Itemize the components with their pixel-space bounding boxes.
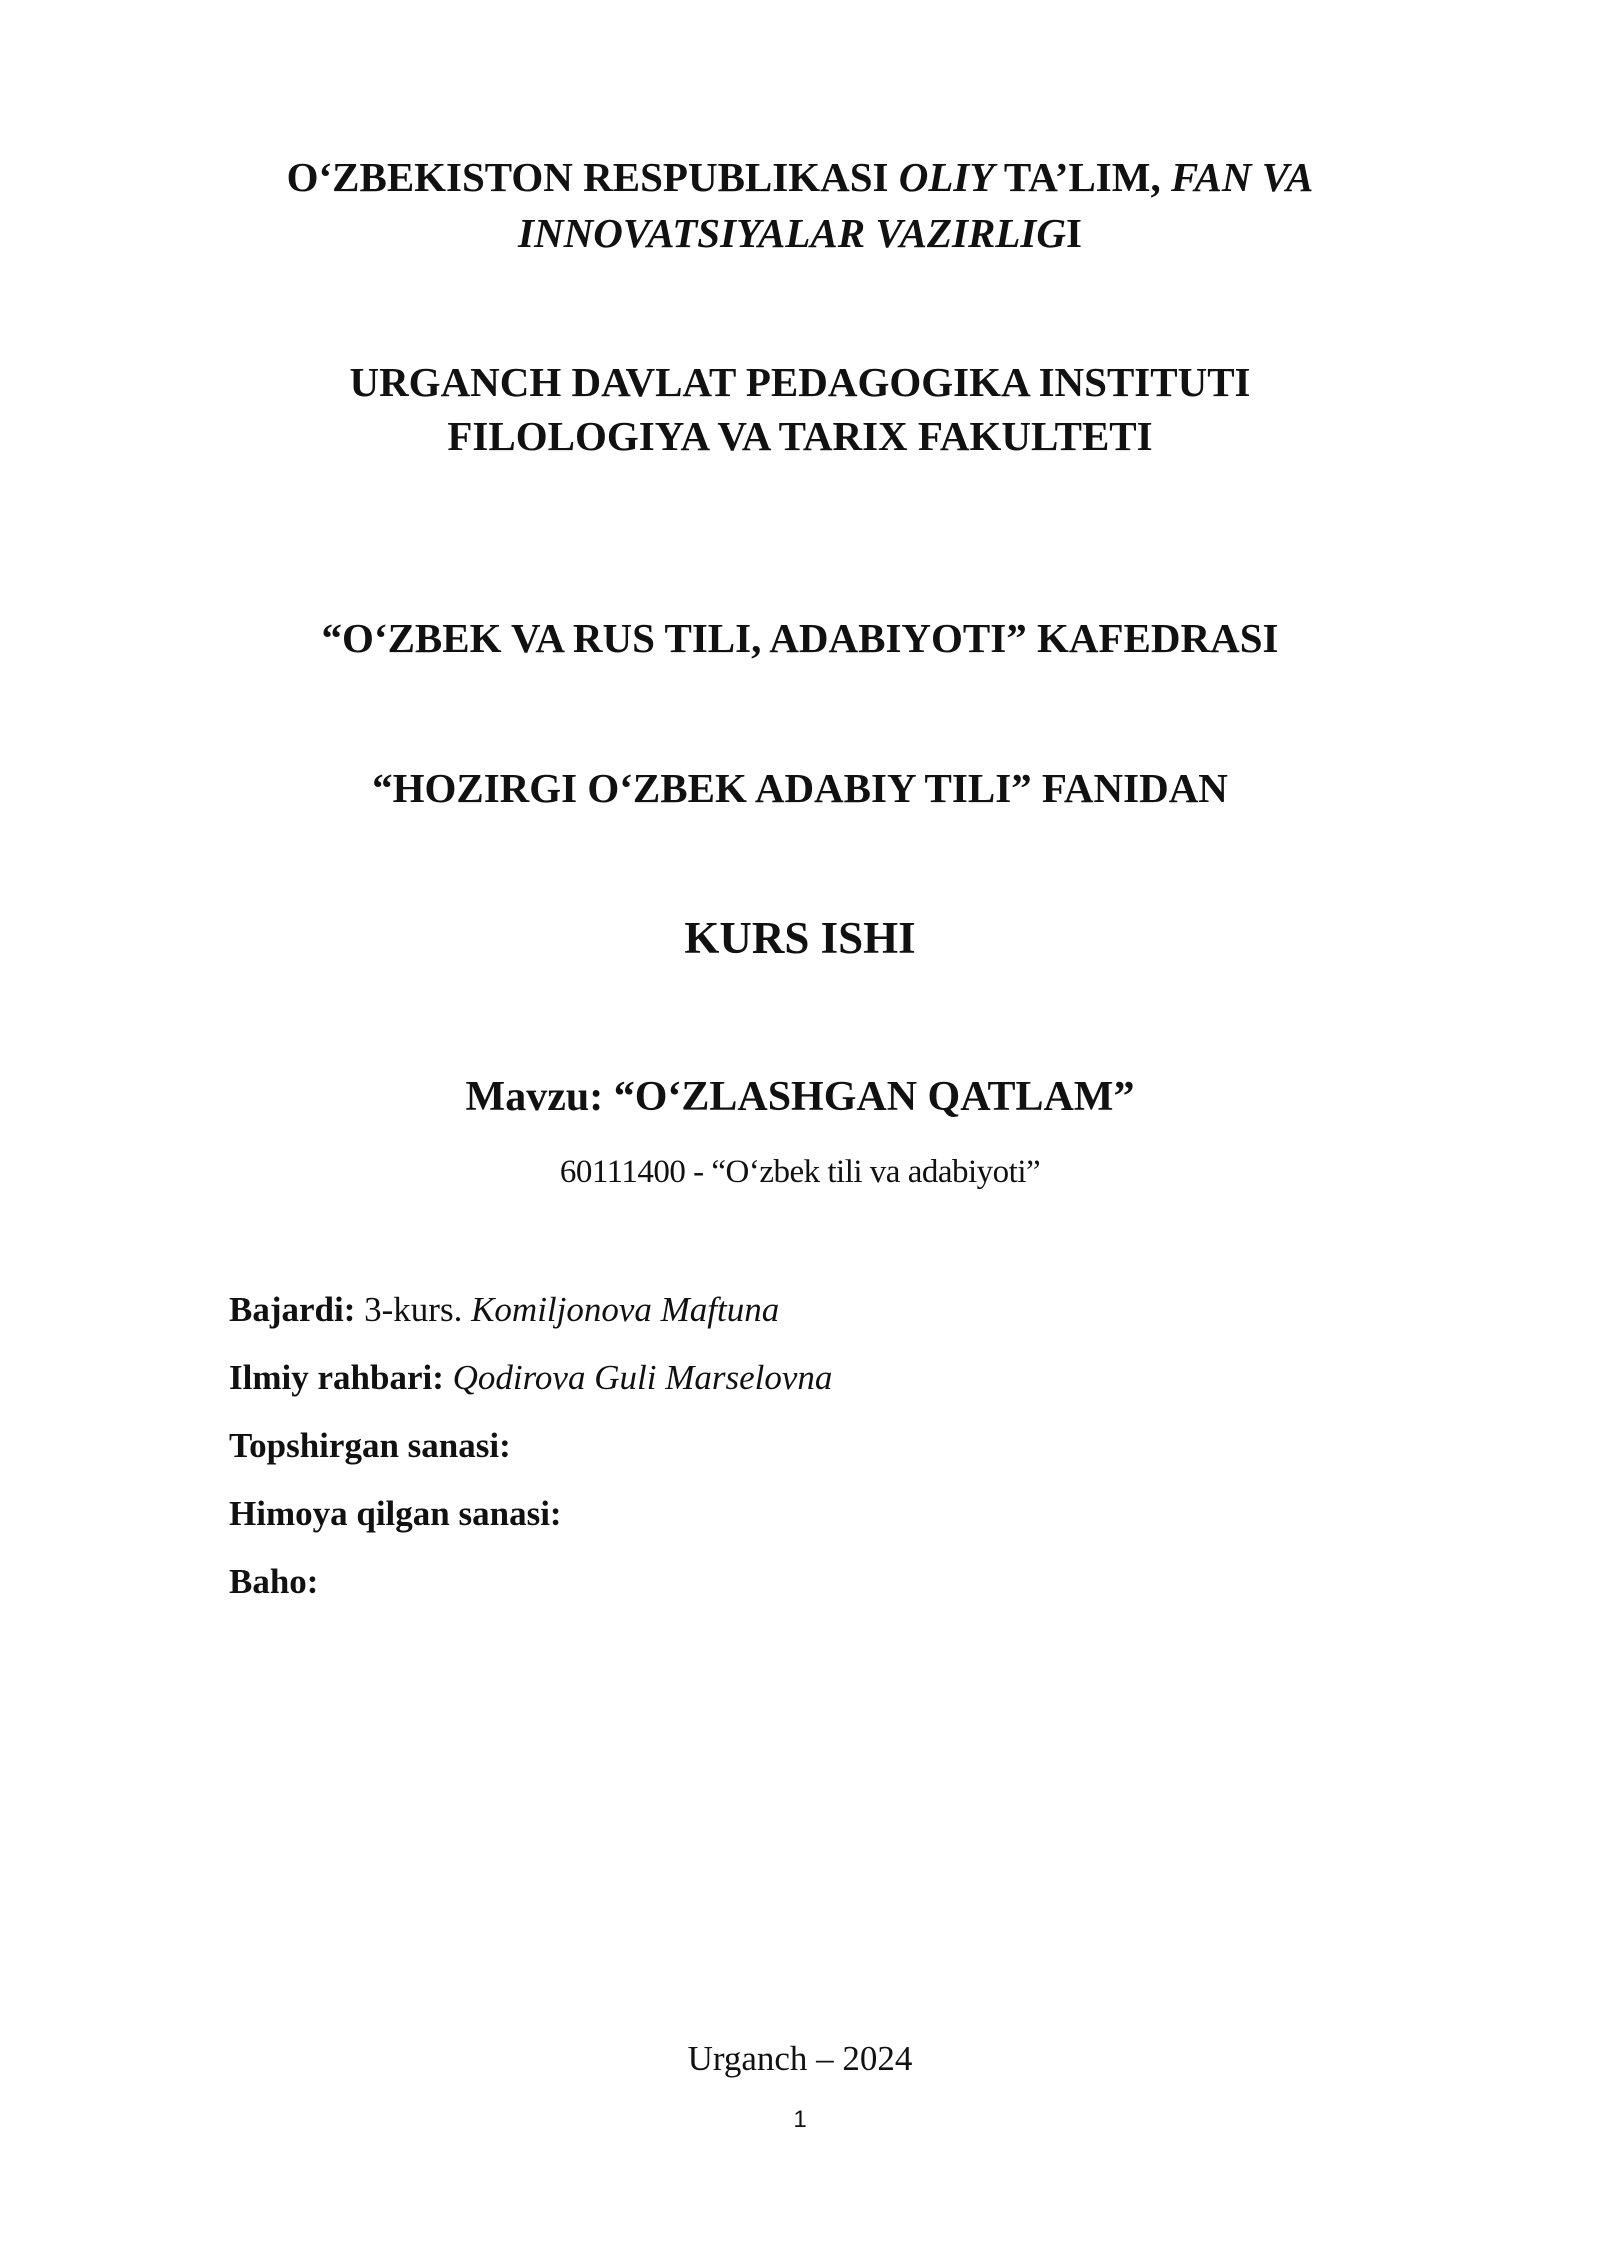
ministry-line-1: O‘ZBEKISTON RESPUBLIKASI OLIY TA’LIM, FAN VA [286,154,1314,200]
topic-value: “O‘ZLASHGAN QATLAM” [613,1074,1135,1120]
info-himoya: Himoya qilgan sanasi: [229,1494,562,1533]
page-number: 1 [793,2106,807,2133]
info-baho: Baho: [229,1562,319,1601]
topic-label: Mavzu: [465,1074,604,1120]
institute-line-2: FILOLOGIYA VA TARIX FAKULTETI [447,413,1153,459]
info-rahbar: Ilmiy rahbari: Qodirova Guli Marselovna [229,1358,833,1397]
department-title: “O‘ZBEK VA RUS TILI, ADABIYOTI” KAFEDRASI [321,615,1279,661]
document-type: KURS ISHI [684,913,916,963]
specialty-code: 60111400 - “O‘zbek tili va adabiyoti” [559,1154,1041,1190]
topic-line [0,1073,1600,1121]
info-bajardi: Bajardi: 3-kurs. Komiljonova Maftuna [229,1290,780,1329]
city-year: Urganch – 2024 [687,2039,913,2078]
institute-line-1: URGANCH DAVLAT PEDAGOGIKA INSTITUTI [349,359,1251,405]
ministry-line-2: INNOVATSIYALAR VAZIRLIGI [518,210,1082,256]
subject-title: “HOZIRGI O‘ZBEK ADABIY TILI” FANIDAN [372,765,1228,811]
info-topshirgan: Topshirgan sanasi: [229,1426,511,1465]
